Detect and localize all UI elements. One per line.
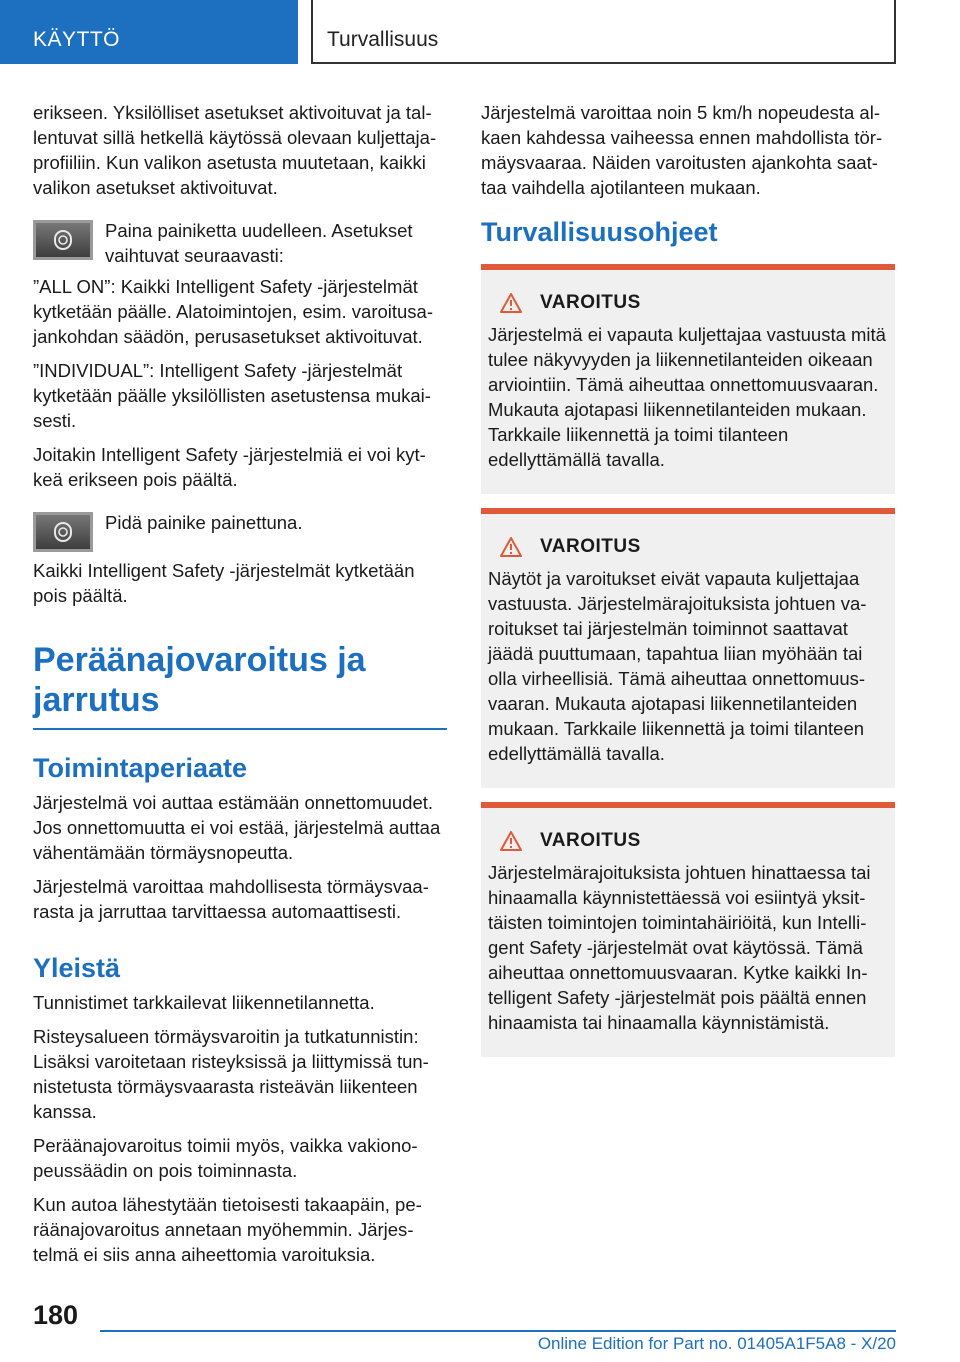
general-paragraph-4: Kun autoa lähestytään tietoisesti takaapäin, peräänajovaroitus annetaan myöhemmin. Järjestelmä ei siis anna aiheettomia varoituksia. [33, 1194, 422, 1265]
intelligent-safety-button-icon [33, 512, 93, 552]
warning-box [481, 508, 895, 788]
warning-triangle-icon [500, 537, 522, 557]
warning-box [481, 264, 895, 494]
warning-triangle-icon [500, 831, 522, 851]
left-column [33, 100, 447, 1276]
warning-text: Näytöt ja varoitukset eivät vapauta kuljettajaa vastuusta. Järjestelmärajoituksista johtuen varoitukset tai järjestelmän toiminnot saattavat jäädä puuttumaan, tapahtua liian myöhään tai olla virheellisiä. Tämä aiheuttaa onnettomuusvaaran. Mukauta ajotapasi liikennetilanteiden mukaan. Tarkkaile liikennettä ja toimi tilanteen edellyttämällä tavalla. [488, 568, 867, 764]
warning-title: VAROITUS [540, 830, 641, 851]
warning-text: Järjestelmärajoituksista johtuen hinattaessa tai hinaamalla käynnistettäessä voi esiintyä yksittäisten toimintojen toimintahäiriöitä, kun Intelligent Safety -järjestelmät ovat käytössä. Tämä aiheuttaa onnettomuusvaaran. Kytke kaikki Intelligent Safety -järjestelmät pois päältä ennen hinaamista tai hinaamalla käynnistämistä. [488, 862, 871, 1033]
section-title-safety: Turvallisuusohjeet [481, 217, 718, 247]
button-instruction-1-text: Paina painiketta uudelleen. Asetukset vaihtuvat seuraavasti: [105, 220, 413, 266]
button-instruction-1 [33, 218, 447, 268]
button-instruction-2-text: Pidä painike painettuna. [105, 512, 303, 533]
footer-edition-link[interactable]: Online Edition for Part no. 01405A1F5A8 - X/20 [537, 1334, 896, 1353]
topic-tab-label: Turvallisuus [327, 28, 439, 51]
intelligent-safety-button-icon [33, 220, 93, 260]
general-paragraph-2: Risteysalueen törmäysvaroitin ja tutkatunnistin: Lisäksi varoitetaan risteyksissä ja liittymissä tunnistetusta törmäysvaarasta risteävän liikenteen kanssa. [33, 1026, 429, 1122]
chapter-title: Peräänajovaroitus ja jarrutus [33, 640, 447, 730]
all-on-paragraph: ”ALL ON”: Kaikki Intelligent Safety -järjestelmät kytketään päälle. Alatoimintojen, esim. varoitusajankohdan säädön, perusasetukset aktivoituvat. [33, 276, 434, 347]
warning-text: Järjestelmä ei vapauta kuljettajaa vastuusta mitä tulee näkyvyyden ja liikennetilanteiden oikeaan arviointiin. Tämä aiheuttaa onnettomuusvaaran. Mukauta ajotapasi liikennetilanteiden mukaan. Tarkkaile liikennettä ja toimi tilanteen edellyttämällä tavalla. [488, 324, 886, 470]
individual-paragraph: ”INDIVIDUAL”: Intelligent Safety -järjestelmät kytketään päälle yksilöllisten asetustensa mukaisesti. [33, 360, 431, 431]
all-off-paragraph: Kaikki Intelligent Safety -järjestelmät kytketään pois päältä. [33, 560, 415, 606]
chapter-tab[interactable] [0, 0, 298, 64]
right-column [481, 100, 895, 1071]
intro-paragraph: erikseen. Yksilölliset asetukset aktivoituvat ja tallentuvat sillä hetkellä käytössä olevaan kuljettajaprofiiliin. Kun valikon asetusta muutetaan, kaikki valikon asetukset aktivoituvat. [33, 102, 437, 198]
section-title-principle: Toimintaperiaate [33, 753, 248, 783]
button-instruction-2 [33, 510, 447, 552]
principle-paragraph-2: Järjestelmä varoittaa mahdollisesta törmäysvaarasta ja jarruttaa tarvittaessa automaattisesti. [33, 876, 429, 922]
chapter-tab-label: KÄYTTÖ [33, 28, 121, 51]
page-number: 180 [33, 1300, 79, 1330]
section-title-general: Yleistä [33, 953, 121, 983]
general-paragraph-1: Tunnistimet tarkkailevat liikennetilannetta. [33, 992, 375, 1013]
general-paragraph-3: Peräänajovaroitus toimii myös, vaikka vakionopeussäädin on pois toiminnasta. [33, 1135, 418, 1181]
topic-tab[interactable] [311, 0, 896, 64]
right-intro-paragraph: Järjestelmä varoittaa noin 5 km/h nopeudesta alkaen kahdessa vaiheessa ennen mahdollista törmäysvaaraa. Näiden varoitusten ajankohta saattaa vaihdella ajotilanteen mukaan. [481, 102, 883, 198]
warning-title: VAROITUS [540, 536, 641, 557]
warning-title: VAROITUS [540, 292, 641, 313]
principle-paragraph-1: Järjestelmä voi auttaa estämään onnettomuudet. Jos onnettomuutta ei voi estää, järjestelmä auttaa vähentämään törmäysnopeutta. [33, 792, 441, 863]
warning-triangle-icon [500, 293, 522, 313]
footer-divider [100, 1330, 896, 1332]
warning-box [481, 802, 895, 1057]
some-systems-paragraph: Joitakin Intelligent Safety -järjestelmiä ei voi kytkeä erikseen pois päältä. [33, 444, 426, 490]
